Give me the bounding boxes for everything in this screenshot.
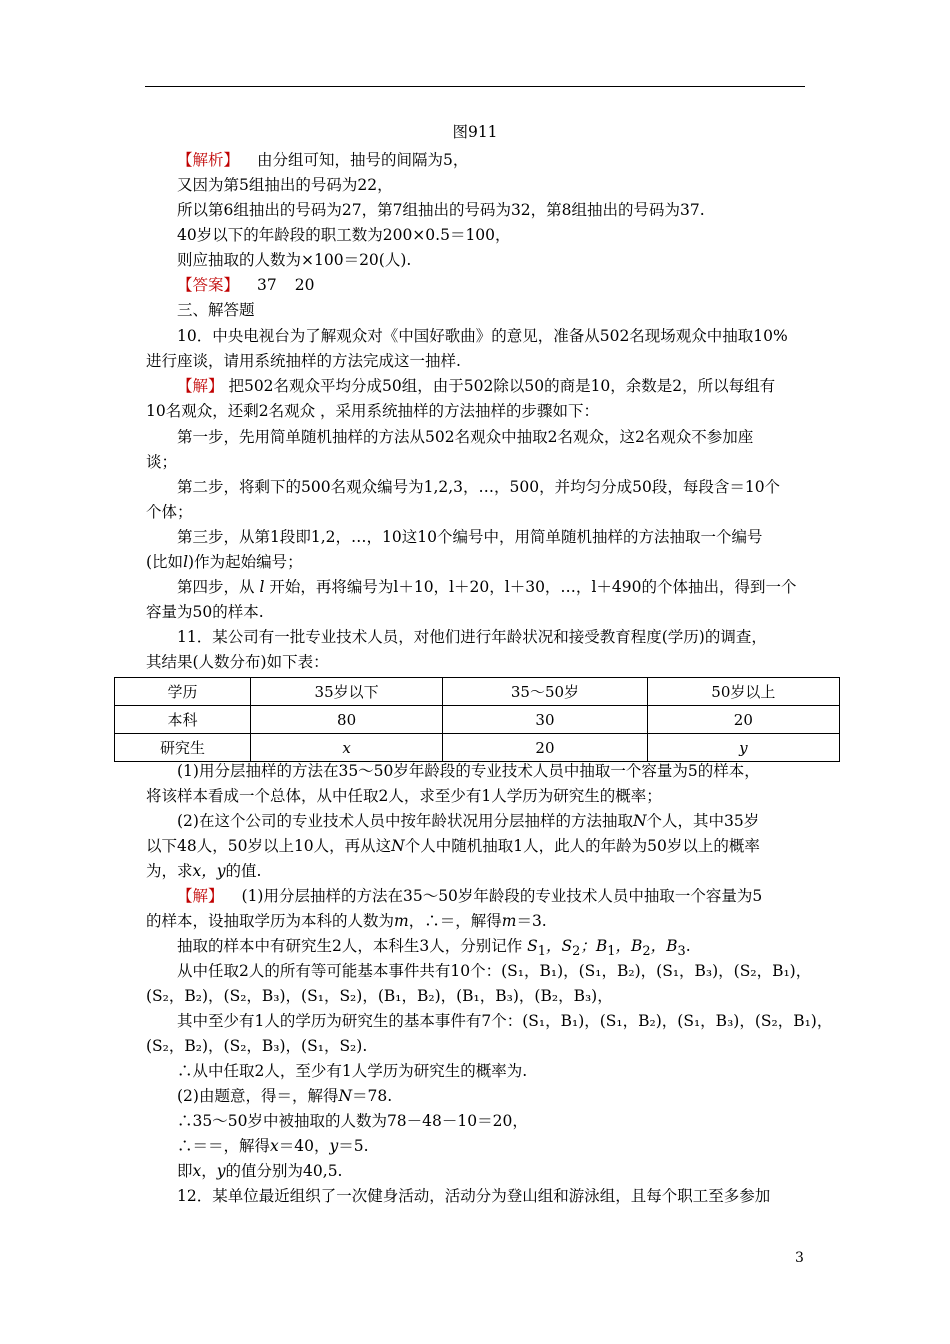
table-header-cell: 50岁以上 [647, 678, 839, 706]
answer-line: 【答案】 37 20 [177, 276, 315, 294]
q10-line-2: 进行座谈，请用系统抽样的方法完成这一抽样. [146, 352, 461, 370]
q11-events-line-2: (S₂，B₂)，(S₂，B₃)，(S₁，S₂)，(B₁，B₂)，(B₁，B₃)，(B₂，B₃)， [146, 987, 613, 1005]
table-cell: 本科 [115, 706, 251, 734]
q11-events-line-1: 从中任取2人的所有等可能基本事件共有10个：(S₁，B₁)，(S₁，B₂)，(S₁，B₃)，(S₂，B₁)， [177, 962, 812, 980]
table-cell: 80 [250, 706, 442, 734]
page-number: 3 [795, 1250, 804, 1266]
q11-part1-cont: 将该样本看成一个总体，从中任取2人，求至少有1人学历为研究生的概率； [146, 787, 662, 805]
q11-line-2: 其结果(人数分布)如下表： [146, 653, 329, 671]
q11-sol-line-1: 【解】 (1)用分层抽样的方法在35～50岁年龄段的专业技术人员中抽取一个容量为5 [177, 887, 763, 905]
education-age-table [114, 677, 840, 762]
q11-part1: (1)用分层抽样的方法在35～50岁年龄段的专业技术人员中抽取一个容量为5的样本， [177, 762, 760, 780]
q10-step3-cont: (比如l)作为起始编号； [146, 553, 303, 571]
q10-step2: 第二步，将剩下的500名观众编号为1,2,3，…，500，并均匀分成50段，每段含＝10个 [177, 478, 781, 496]
q11-part2-solution: (2)由题意，得＝，解得N＝78. [177, 1087, 393, 1105]
q11-part2-cont: 以下48人，50岁以上10人，再从这N个人中随机抽取1人，此人的年龄为50岁以上的概率 [146, 837, 760, 855]
q11-final-line: 即x，y的值分别为40,5. [177, 1162, 343, 1180]
figure-caption: 图911 [452, 123, 498, 141]
answer-tag: 【答案】 [177, 276, 240, 294]
q10-sol-line-1: 【解】 把502名观众平均分成50组，由于502除以50的商是10，余数是2，所以每组有 [177, 377, 776, 395]
section-title: 三、解答题 [177, 301, 255, 319]
table-cell: x [250, 734, 442, 762]
q10-step1-cont: 谈； [146, 453, 178, 471]
table-header-cell: 学历 [115, 678, 251, 706]
table-header-row [115, 678, 840, 706]
q11-sol-line-2: 的样本，设抽取学历为本科的人数为m，∴＝，解得m＝3. [146, 912, 547, 930]
analysis-line-5: 则应抽取的人数为×100＝20(人). [177, 251, 412, 269]
analysis-line-3: 所以第6组抽出的号码为27，第7组抽出的号码为32，第8组抽出的号码为37. [177, 201, 705, 219]
q11-atleast-line-2: (S₂，B₂)，(S₂，B₃)，(S₁，S₂). [146, 1037, 368, 1055]
q10-step1: 第一步，先用简单随机抽样的方法从502名观众中抽取2名观众，这2名观众不参加座 [177, 428, 754, 446]
table-cell: 20 [443, 734, 647, 762]
table-cell: y [647, 734, 839, 762]
q10-step4: 第四步，从 l 开始，再将编号为l＋10，l＋20，l＋30，…，l＋490的个体抽出，得到一个 [177, 578, 797, 596]
q12-line-1: 12．某单位最近组织了一次健身活动，活动分为登山组和游泳组，且每个职工至多参加 [177, 1187, 771, 1205]
q11-atleast-line-1: 其中至少有1人的学历为研究生的基本事件有7个：(S₁，B₁)，(S₁，B₂)，(S₁，B₃)，(S₂，B₁)， [177, 1012, 833, 1030]
q11-line-1: 11．某公司有一批专业技术人员，对他们进行年龄状况和接受教育程度(学历)的调查， [177, 628, 767, 646]
table-row [115, 734, 840, 762]
table-row [115, 706, 840, 734]
table-cell: 30 [443, 706, 647, 734]
q11-conclusion: ∴从中任取2人，至少有1人学历为研究生的概率为. [177, 1062, 528, 1080]
header-rule [145, 86, 805, 87]
table-cell: 研究生 [115, 734, 251, 762]
analysis-tag: 【解析】 [177, 151, 240, 169]
q11-count-line: ∴35～50岁中被抽取的人数为78－48－10＝20， [177, 1112, 528, 1130]
table-cell: 20 [647, 706, 839, 734]
q11-sample-labels: 抽取的样本中有研究生2人，本科生3人，分别记作 $S_1$，$S_2$；$B_1$，$B_2$，$B_3$. [177, 937, 691, 960]
q11-solve-line: ∴＝＝，解得x＝40，y＝5. [177, 1137, 369, 1155]
q11-part2: (2)在这个公司的专业技术人员中按年龄状况用分层抽样的方法抽取N个人，其中35岁 [177, 812, 760, 830]
solution-tag: 【解】 [177, 377, 224, 395]
analysis-line-4: 40岁以下的年龄段的职工数为200×0.5＝100， [177, 226, 511, 244]
q10-sol-line-2: 10名观众，还剩2名观众 ，采用系统抽样的方法抽样的步骤如下： [146, 402, 600, 420]
q10-step2-cont: 个体； [146, 503, 193, 521]
q10-line-1: 10．中央电视台为了解观众对《中国好歌曲》的意见，准备从502名现场观众中抽取10% [177, 327, 788, 345]
table-header-cell: 35～50岁 [443, 678, 647, 706]
analysis-line-1: 【解析】 由分组可知，抽号的间隔为5， [177, 151, 469, 169]
analysis-line-2: 又因为第5组抽出的号码为22， [177, 176, 393, 194]
q10-step3: 第三步，从第1段即1,2，…，10这10个编号中，用简单随机抽样的方法抽取一个编号 [177, 528, 763, 546]
q10-step4-cont: 容量为50的样本. [146, 603, 264, 621]
q11-part2-end: 为，求x，y的值. [146, 862, 262, 880]
table-header-cell: 35岁以下 [250, 678, 442, 706]
solution-tag: 【解】 [177, 887, 224, 905]
